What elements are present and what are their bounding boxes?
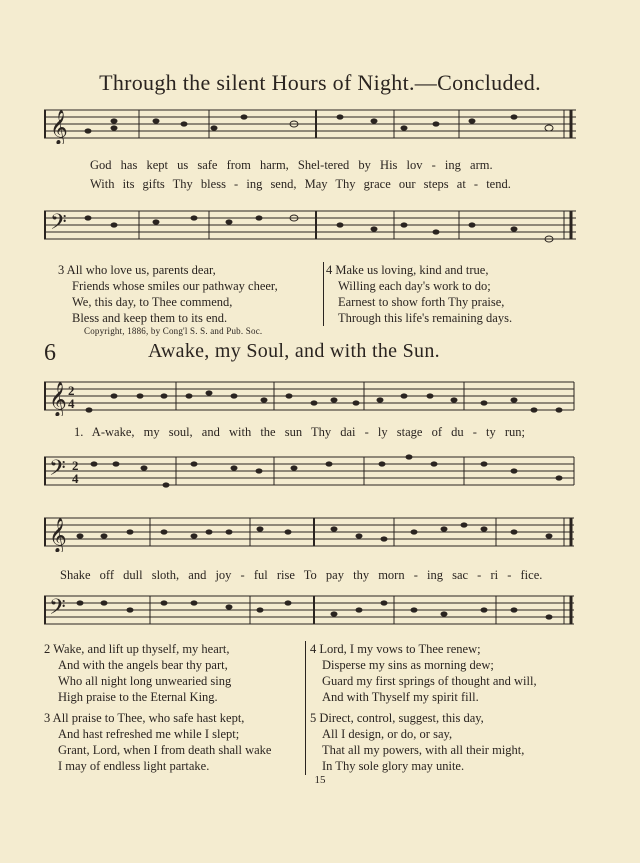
svg-text:𝄞: 𝄞 xyxy=(50,111,68,144)
hymn-number: 6 xyxy=(44,340,56,366)
page-number: 15 xyxy=(314,774,326,786)
verse-line: And with the angels bear thy part, xyxy=(58,658,228,672)
verse-line: Through this life's remaining days. xyxy=(338,311,513,325)
copyright-notice: Copyright, 1886, by Cong'l S. S. and Pub. Soc. xyxy=(84,326,263,336)
verse-line: 3 All who love us, parents dear, xyxy=(58,263,216,277)
verse-divider-2 xyxy=(305,641,306,775)
verse-line: We, this day, to Thee commend, xyxy=(72,295,233,309)
verse-4-block-hymn2 xyxy=(310,641,537,705)
hymn-title: Awake, my Soul, and with the Sun. xyxy=(148,340,440,362)
verse-2-block xyxy=(44,641,231,705)
verse-line: I may of endless light partake. xyxy=(58,759,210,773)
svg-text:2: 2 xyxy=(68,383,75,398)
verse-line: Guard my first springs of thought and will, xyxy=(322,674,537,688)
music-staff-treble-2 xyxy=(44,376,578,416)
lyric-line-4: Shake off dull sloth, and joy - ful rise To pay thy morn - ing sac - ri - fice. xyxy=(60,568,543,582)
verse-line: High praise to the Eternal King. xyxy=(58,690,218,704)
verse-line: Willing each day's work to do; xyxy=(338,279,491,293)
lyric-line-3: 1. A-wake, my soul, and with the sun Thy dai - ly stage of du - ty run; xyxy=(74,425,526,439)
verse-line: 3 All praise to Thee, who safe hast kept, xyxy=(44,711,245,725)
music-staff-bass-1 xyxy=(44,205,578,245)
verse-line: In Thy sole glory may unite. xyxy=(322,759,465,773)
lyric-line-2: With its gifts Thy bless - ing send, May Thy grace our steps at - tend. xyxy=(90,177,511,191)
music-staff-bass-2 xyxy=(44,451,578,491)
verse-divider xyxy=(323,262,324,326)
verse-line: 4 Lord, I my vows to Thee renew; xyxy=(310,642,481,656)
verse-line: All I design, or do, or say, xyxy=(322,727,453,741)
svg-text:𝄢: 𝄢 xyxy=(49,456,66,485)
verse-4-block xyxy=(326,262,512,326)
verse-line: 5 Direct, control, suggest, this day, xyxy=(310,711,484,725)
verse-line: And with Thyself my spirit fill. xyxy=(322,690,479,704)
verse-line: Grant, Lord, when I from death shall wake xyxy=(58,743,272,757)
svg-text:2: 2 xyxy=(72,458,79,473)
verse-line: Who all night long unwearied sing xyxy=(58,674,232,688)
verse-5-block xyxy=(310,710,524,774)
verse-line: Friends whose smiles our pathway cheer, xyxy=(72,279,278,293)
verse-line: 4 Make us loving, kind and true, xyxy=(326,263,489,277)
music-staff-treble-3 xyxy=(44,512,578,552)
svg-text:𝄞: 𝄞 xyxy=(49,519,67,552)
verse-line: Earnest to show forth Thy praise, xyxy=(338,295,505,309)
verse-line: 2 Wake, and lift up thyself, my heart, xyxy=(44,642,230,656)
svg-text:4: 4 xyxy=(68,396,75,411)
hymn-title-concluded: Through the silent Hours of Night.—Concluded. xyxy=(99,70,541,95)
lyric-line-1: God has kept us safe from harm, Shel-tered by His lov - ing arm. xyxy=(90,158,493,172)
svg-text:𝄢: 𝄢 xyxy=(49,595,66,624)
music-staff-treble-1 xyxy=(44,104,578,144)
verse-3-block xyxy=(58,262,278,326)
verse-line: Disperse my sins as morning dew; xyxy=(322,658,494,672)
svg-text:𝄞: 𝄞 xyxy=(49,383,67,416)
svg-text:4: 4 xyxy=(72,471,79,486)
verse-3-block-hymn2 xyxy=(44,710,271,774)
verse-line: Bless and keep them to its end. xyxy=(72,311,228,325)
svg-text:𝄢: 𝄢 xyxy=(50,210,67,239)
music-staff-bass-3 xyxy=(44,590,578,630)
verse-line: That all my powers, with all their might, xyxy=(322,743,525,757)
verse-line: And hast refreshed me while I slept; xyxy=(58,727,240,741)
